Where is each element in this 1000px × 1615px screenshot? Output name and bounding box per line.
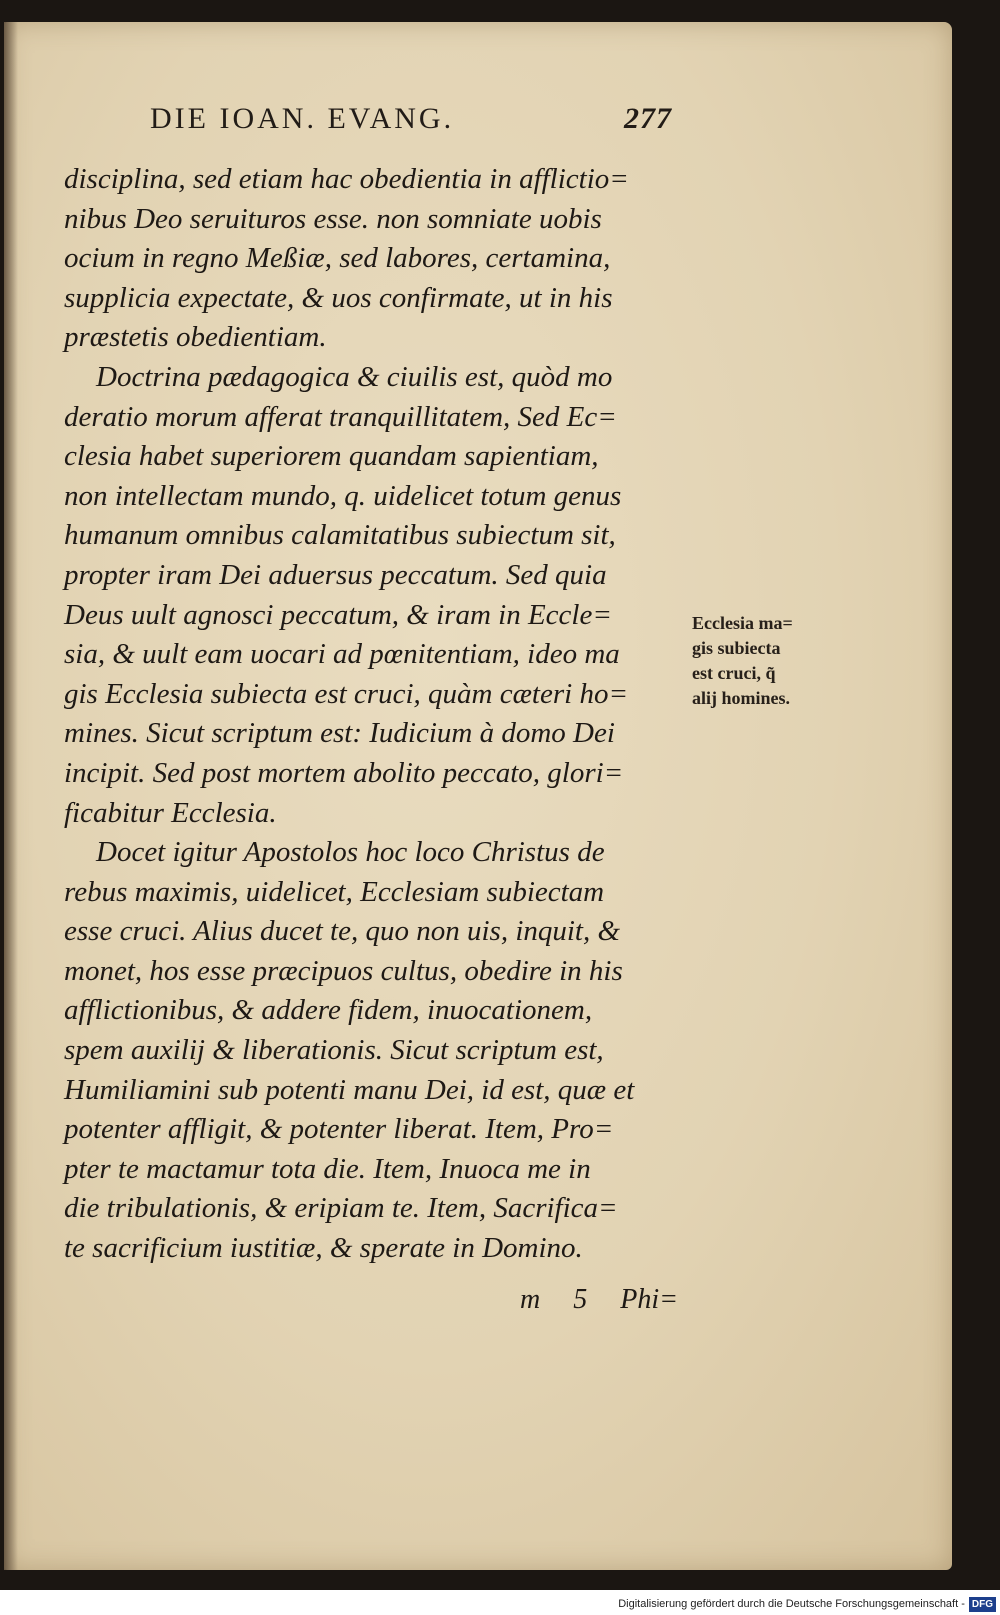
text-line: pter te mactamur tota die. Item, Inuoca me in — [64, 1152, 591, 1185]
running-head — [150, 102, 672, 142]
digitization-credit — [618, 1595, 996, 1613]
signature-mark: m — [520, 1284, 541, 1315]
page-spine-shadow — [4, 22, 18, 1570]
text-line: potenter affligit, & potenter liberat. Item, Pro= — [64, 1113, 614, 1146]
catchword: Phi= — [620, 1284, 679, 1315]
marginal-note-line: est cruci, q̃ — [692, 663, 776, 683]
credit-text: Digitalisierung gefördert durch die Deutsche Forschungsgemeinschaft - — [618, 1598, 965, 1610]
running-head-title: DIE IOAN. EVANG. — [150, 102, 455, 135]
text-line: nibus Deo seruituros esse. non somniate uobis — [64, 202, 602, 235]
marginal-note — [692, 611, 872, 711]
text-line: sia, & uult eam uocari ad pœnitentiam, ideo ma — [64, 638, 620, 671]
text-line: ficabitur Ecclesia. — [64, 796, 277, 829]
text-line: monet, hos esse præcipuos cultus, obedire in his — [64, 954, 623, 987]
text-line: Deus uult agnosci peccatum, & iram in Eccle= — [64, 598, 612, 631]
page-number: 277 — [624, 102, 672, 135]
text-line: mines. Sicut scriptum est: Iudicium à domo Dei — [64, 717, 615, 750]
text-line: die tribulationis, & eripiam te. Item, Sacrifica= — [64, 1192, 618, 1225]
signature-catchword-line — [520, 1284, 700, 1316]
text-line: ocium in regno Meßiæ, sed labores, certamina, — [64, 242, 611, 275]
text-line: spem auxilij & liberationis. Sicut scriptum est, — [64, 1034, 604, 1067]
dfg-logo: DFG — [969, 1597, 996, 1612]
marginal-note-line: alij homines. — [692, 688, 791, 708]
text-line: esse cruci. Alius ducet te, quo non uis, inquit, & — [64, 915, 621, 948]
text-line: afflictionibus, & addere fidem, inuocationem, — [64, 994, 593, 1027]
text-line: supplicia expectate, & uos confirmate, ut in his — [64, 281, 613, 314]
text-line: Humiliamini sub potenti manu Dei, id est, quæ et — [64, 1073, 635, 1106]
text-line: gis Ecclesia subiecta est cruci, quàm cæteri ho= — [64, 677, 629, 710]
text-line: deratio morum afferat tranquillitatem, Sed Ec= — [64, 400, 617, 433]
signature-number: 5 — [573, 1284, 588, 1315]
body-text — [64, 160, 684, 1269]
text-line: non intellectam mundo, q. uidelicet totum genus — [64, 479, 622, 512]
text-line: præstetis obedientiam. — [64, 321, 327, 354]
text-line: disciplina, sed etiam hac obedientia in afflictio= — [64, 163, 629, 195]
marginal-note-line: gis subiecta — [692, 638, 781, 658]
text-line-paragraph-start: Docet igitur Apostolos hoc loco Christus de — [96, 836, 605, 869]
text-line: te sacrificium iustitiæ, & sperate in Domino. — [64, 1232, 583, 1265]
text-line: rebus maximis, uidelicet, Ecclesiam subiectam — [64, 875, 605, 908]
text-line: incipit. Sed post mortem abolito peccato, glori= — [64, 756, 624, 789]
text-line: propter iram Dei aduersus peccatum. Sed quia — [64, 558, 607, 591]
text-line: humanum omnibus calamitatibus subiectum sit, — [64, 519, 616, 552]
text-line-paragraph-start: Doctrina pædagogica & ciuilis est, quòd mo — [96, 360, 613, 393]
text-line: clesia habet superiorem quandam sapientiam, — [64, 440, 599, 473]
marginal-note-line: Ecclesia ma= — [692, 613, 793, 633]
